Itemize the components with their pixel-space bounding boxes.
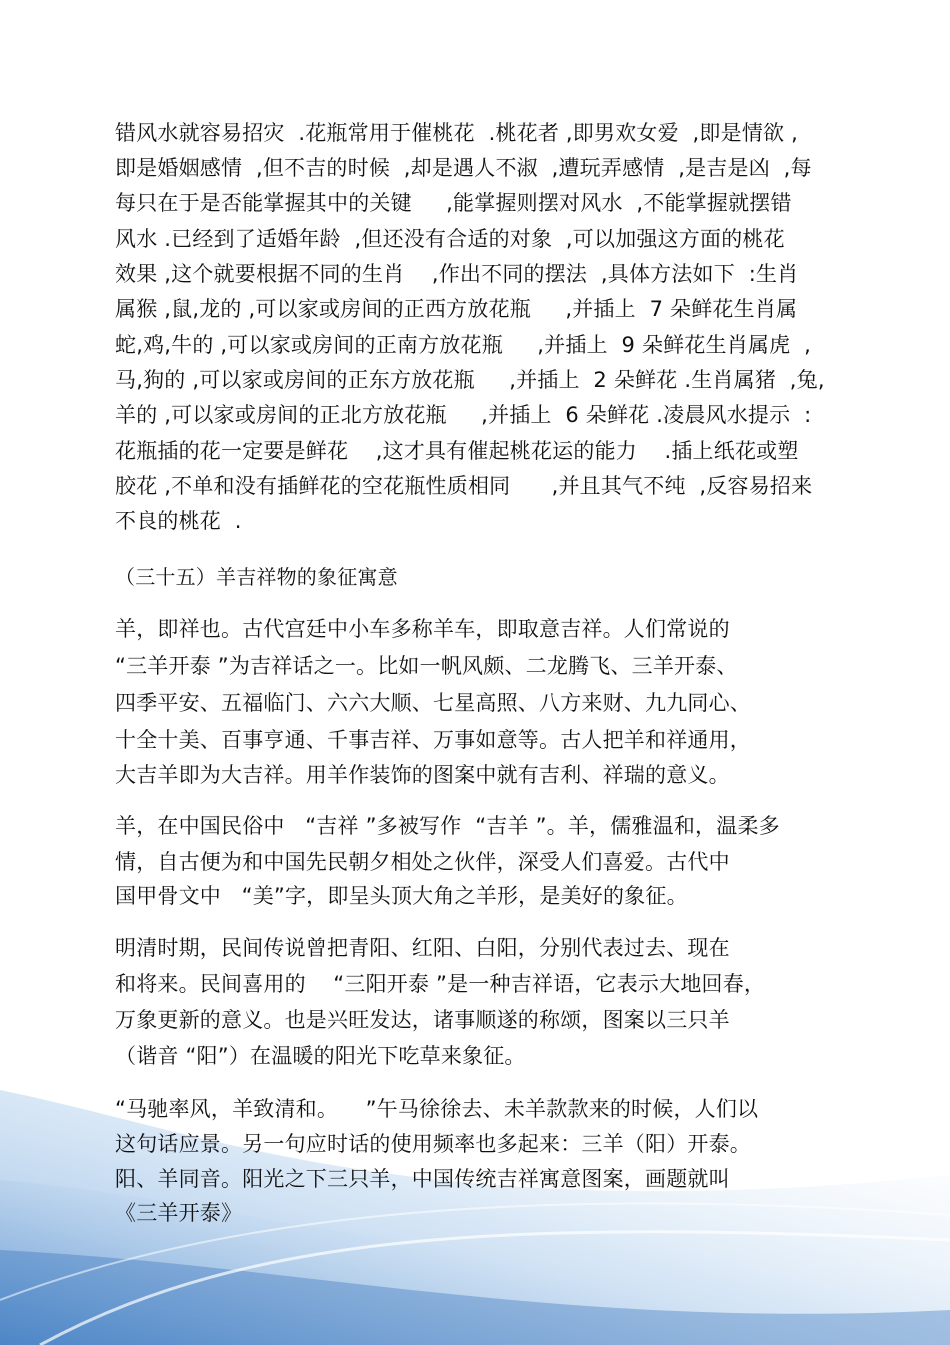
paragraph1-line: 效果 ,这个就要根据不同的生肖 ,作出不同的摆法 ,具体方法如下 :生肖 xyxy=(115,262,799,286)
paragraph4-line: （谐音 “阳”）在温暖的阳光下吃草来象征。 xyxy=(115,1044,526,1068)
paragraph1-line: 马,狗的 ,可以家或房间的正东方放花瓶 ,并插上 2 朵鲜花 .生肖属猪 ,兔, xyxy=(115,368,825,392)
section-heading: （三十五）羊吉祥物的象征寓意 xyxy=(115,565,398,589)
paragraph2-line: “三羊开泰 ”为吉祥话之一。比如一帆风颇、二龙腾飞、三羊开泰、 xyxy=(115,654,738,678)
paragraph2-line: 十全十美、百事亨通、千事吉祥、万事如意等。古人把羊和祥通用， xyxy=(115,728,751,752)
paragraph1-line: 风水 .已经到了适婚年龄 ,但还没有合适的对象 ,可以加强这方面的桃花 xyxy=(115,227,785,251)
paragraph1-line: 花瓶插的花一定要是鲜花 ,这才具有催起桃花运的能力 .插上纸花或塑 xyxy=(115,439,799,463)
paragraph1-line: 属猴 ,鼠,龙的 ,可以家或房间的正西方放花瓶 ,并插上 7 朵鲜花生肖属 xyxy=(115,297,798,321)
paragraph2-line: 羊，即祥也。古代宫廷中小车多称羊车，即取意吉祥。人们常说的 xyxy=(115,617,730,641)
paragraph4-line: 万象更新的意义。也是兴旺发达，诸事顺遂的称颂，图案以三只羊 xyxy=(115,1008,730,1032)
paragraph5-line: 这句话应景。另一句应时话的使用频率也多起来：三羊（阳）开泰。 xyxy=(115,1132,751,1156)
paragraph1-line: 蛇,鸡,牛的 ,可以家或房间的正南方放花瓶 ,并插上 9 朵鲜花生肖属虎 , xyxy=(115,333,811,357)
paragraph1-line: 胶花 ,不单和没有插鲜花的空花瓶性质相同 ,并且其气不纯 ,反容易招来 xyxy=(115,474,813,498)
paragraph4-line: 和将来。民间喜用的 “三阳开泰 ”是一种吉祥语，它表示大地回春， xyxy=(115,972,766,996)
paragraph5-line: 《三羊开泰》 xyxy=(115,1201,243,1225)
paragraph1-line: 每只在于是否能掌握其中的关键 ,能掌握则摆对风水 ,不能掌握就摆错 xyxy=(115,191,792,215)
paragraph3-line: 羊，在中国民俗中 “吉祥 ”多被写作 “吉羊 ”。羊，儒雅温和，温柔多 xyxy=(115,814,780,838)
paragraph1-line: 不良的桃花 . xyxy=(115,509,242,533)
paragraph1-line: 羊的 ,可以家或房间的正北方放花瓶 ,并插上 6 朵鲜花 .凌晨风水提示 : xyxy=(115,403,812,427)
paragraph4-line: 明清时期，民间传说曾把青阳、红阳、白阳，分别代表过去、现在 xyxy=(115,936,730,960)
paragraph1-line: 即是婚姻感情 ,但不吉的时候 ,却是遇人不淑 ,遭玩弄感情 ,是吉是凶 ,每 xyxy=(115,156,812,180)
paragraph5-line: 阳、羊同音。阳光之下三只羊，中国传统吉祥寓意图案，画题就叫 xyxy=(115,1167,730,1191)
paragraph2-line: 四季平安、五福临门、六六大顺、七星高照、八方来财、九九同心、 xyxy=(115,691,751,715)
paragraph2-line: 大吉羊即为大吉祥。用羊作装饰的图案中就有吉利、祥瑞的意义。 xyxy=(115,763,730,787)
paragraph3-line: 情，自古便为和中国先民朝夕相处之伙伴，深受人们喜爱。古代中 xyxy=(115,850,730,874)
paragraph3-line: 国甲骨文中 “美”字，即呈头顶大角之羊形，是美好的象征。 xyxy=(115,884,688,908)
paragraph1-line: 错风水就容易招灾 .花瓶常用于催桃花 .桃花者 ,即男欢女爱 ,即是情欲 , xyxy=(115,121,798,145)
paragraph5-line: “马驰率风，羊致清和。 ”午马徐徐去、未羊款款来的时候，人们以 xyxy=(115,1097,759,1121)
